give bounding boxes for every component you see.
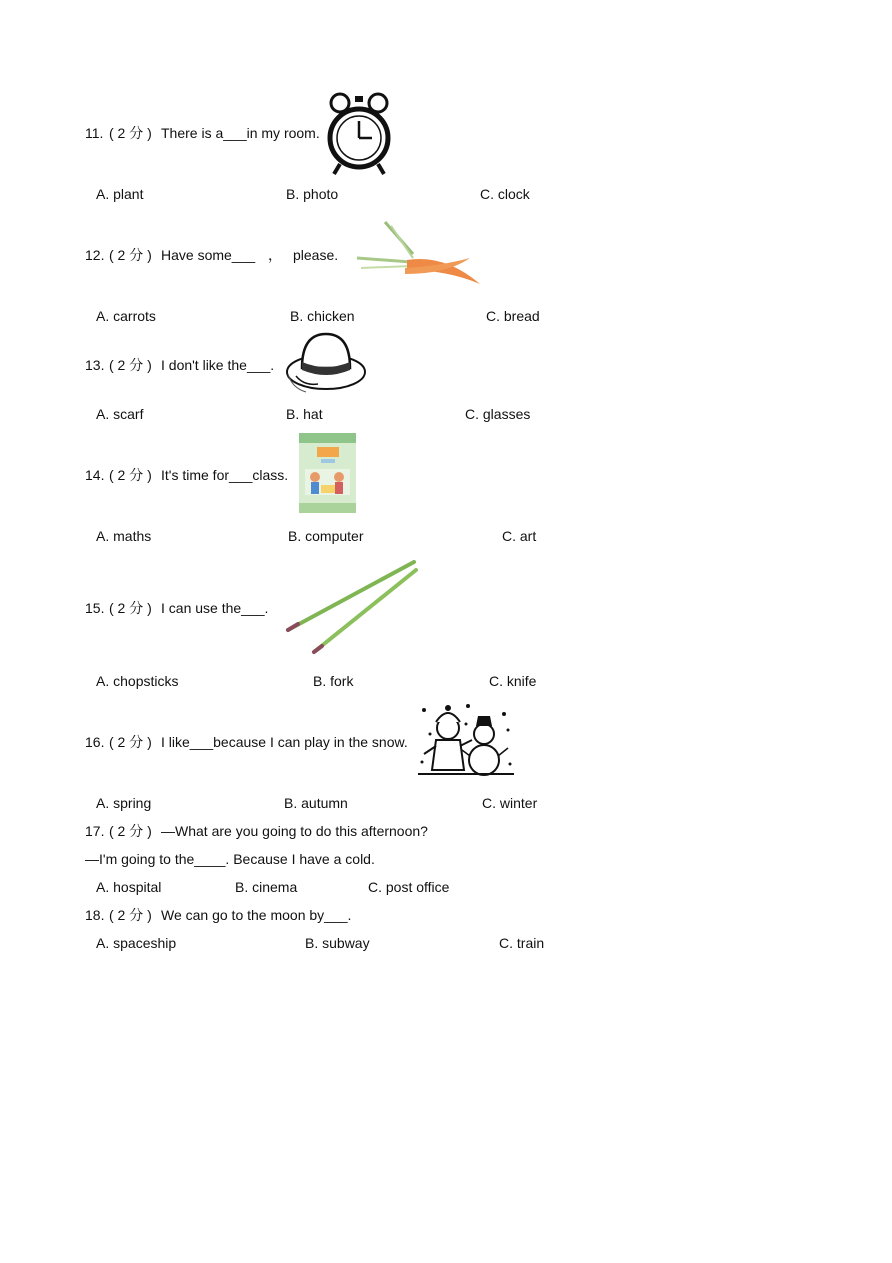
- question-16-option-c: C. winter: [482, 795, 538, 811]
- question-12-score: ( 2 分 ): [109, 247, 152, 263]
- question-15-option-c: C. knife: [489, 673, 537, 689]
- question-18-number: 18.: [85, 907, 105, 923]
- question-17-number: 17.: [85, 823, 105, 839]
- question-12-comma: ，: [268, 247, 282, 263]
- question-11-score: ( 2 分 ): [109, 125, 152, 141]
- question-16-option-b: B. autumn: [284, 795, 348, 811]
- question-12-option-c: C. bread: [486, 308, 540, 324]
- question-14-option-b: B. computer: [288, 528, 364, 544]
- art-book-image: [299, 433, 356, 513]
- question-13-number: 13.: [85, 357, 105, 373]
- question-15-number: 15.: [85, 600, 105, 616]
- alarm-clock-image: [326, 90, 392, 176]
- question-16-number: 16.: [85, 734, 105, 750]
- question-13-stem: I don't like the___.: [161, 357, 275, 373]
- question-16-stem: I like___because I can play in the snow.: [161, 734, 408, 750]
- chopsticks-image: [284, 558, 420, 658]
- question-11-option-c: C. clock: [480, 186, 530, 202]
- question-13-option-a: A. scarf: [96, 406, 144, 422]
- question-11-stem: There is a___in my room.: [161, 125, 320, 141]
- question-12-option-a: A. carrots: [96, 308, 156, 324]
- question-13-score: ( 2 分 ): [109, 357, 152, 373]
- hat-image: [284, 330, 368, 396]
- question-14-number: 14.: [85, 467, 105, 483]
- question-17-line-2: —I'm going to the____. Because I have a cold.: [85, 851, 375, 867]
- question-15-option-b: B. fork: [313, 673, 354, 689]
- question-18-option-a: A. spaceship: [96, 935, 177, 951]
- question-12-stem-end: please.: [293, 247, 339, 263]
- question-13-option-b: B. hat: [286, 406, 323, 422]
- question-14-score: ( 2 分 ): [109, 467, 152, 483]
- question-17-score: ( 2 分 ): [109, 823, 152, 839]
- question-18-score: ( 2 分 ): [109, 907, 152, 923]
- question-14-option-a: A. maths: [96, 528, 152, 544]
- question-11-option-b: B. photo: [286, 186, 339, 202]
- question-11-number: 11.: [85, 125, 104, 141]
- question-17-option-b: B. cinema: [235, 879, 298, 895]
- question-18-option-b: B. subway: [305, 935, 370, 951]
- question-12-option-b: B. chicken: [290, 308, 355, 324]
- question-18-option-c: C. train: [499, 935, 545, 951]
- question-18-stem: We can go to the moon by___.: [161, 907, 352, 923]
- question-12-number: 12.: [85, 247, 105, 263]
- question-15-stem: I can use the___.: [161, 600, 269, 616]
- question-14-option-c: C. art: [502, 528, 537, 544]
- snow-scene-image: [418, 700, 514, 780]
- question-15-score: ( 2 分 ): [109, 600, 152, 616]
- question-17-option-c: C. post office: [368, 879, 450, 895]
- carrots-image: [355, 218, 485, 288]
- question-17-stem: —What are you going to do this afternoon?: [161, 823, 428, 839]
- question-16-option-a: A. spring: [96, 795, 152, 811]
- question-15-option-a: A. chopsticks: [96, 673, 179, 689]
- question-11-option-a: A. plant: [96, 186, 144, 202]
- question-16-score: ( 2 分 ): [109, 734, 152, 750]
- question-14-stem: It's time for___class.: [161, 467, 289, 483]
- question-12-stem: Have some___: [161, 247, 256, 263]
- question-17-option-a: A. hospital: [96, 879, 162, 895]
- question-13-option-c: C. glasses: [465, 406, 531, 422]
